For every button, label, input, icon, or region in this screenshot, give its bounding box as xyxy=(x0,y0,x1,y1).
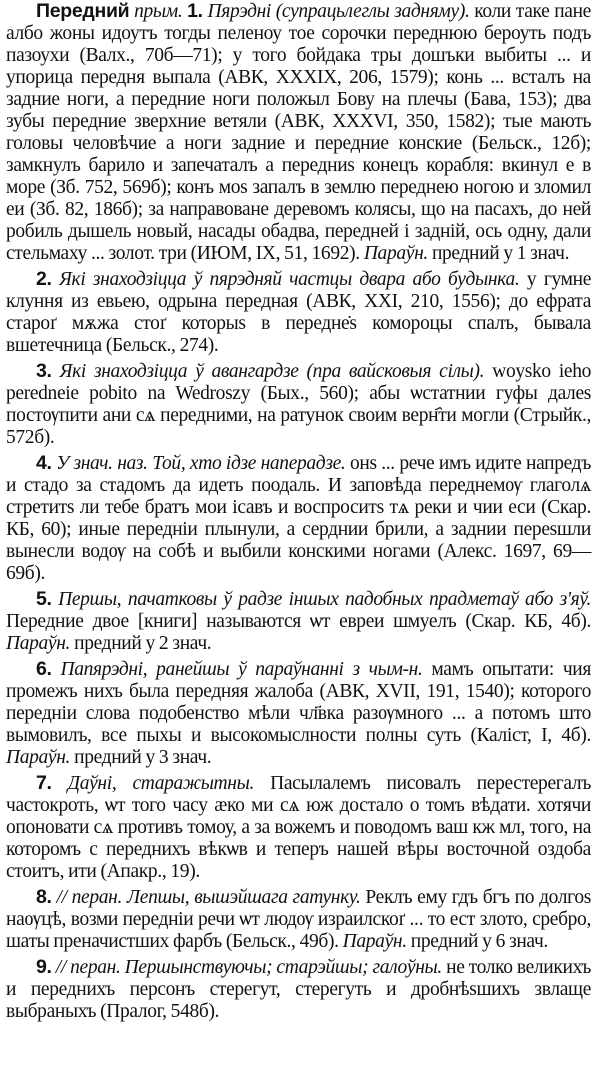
compare-label: Параўн. xyxy=(6,633,71,654)
entry-sense-8 xyxy=(6,886,591,953)
compare-text: предний у 2 знач. xyxy=(70,633,212,654)
sense-number: 7. xyxy=(36,772,52,794)
sense-number: 3. xyxy=(36,360,52,382)
sense-citations: Передние двое [книги] называются ѡт евреи шмуелъ (Скар. КБ, 4б). xyxy=(6,611,591,632)
compare-label: Параўн. xyxy=(6,747,71,768)
sense-gloss: // перан. Першынствуючы; старэйшы; галоўны. xyxy=(55,957,442,978)
compare-text: предний у 3 знач. xyxy=(70,747,212,768)
part-of-speech: прым. xyxy=(134,1,183,22)
sense-citations: Пасылалемъ писовалъ перестерегалъ частокроть, ѡт того часу ӕко ми сѧ юж достало о томъ вѣдати. хотячи опоновати сѧ противъ томоу, а за вожемъ и поводомъ ваш кж мл, того, на которомъ с переднихъ вѣкѡв и теперъ нашей вѣры восточной оздоба стоитъ, ити (Апакр., 19). xyxy=(6,773,591,882)
entry-sense-3 xyxy=(6,360,591,449)
headword: Передний xyxy=(36,0,130,22)
sense-number: 6. xyxy=(36,658,52,680)
sense-number: 9. xyxy=(36,956,52,978)
sense-gloss: Які знаходзіцца ў пярэдняй частцы двара або будынка. xyxy=(59,269,520,290)
sense-citations: Реклъ ему гдъ бгъ по долгоѕ наѹцѣ, возми передніи речи ѡт людѹ израилскоґ ... то ест злото, сребро, шаты преначистших фарбъ (Бельск., 49б). xyxy=(6,887,591,952)
compare-label: Параўн. xyxy=(363,243,428,264)
entry-sense-9 xyxy=(6,956,591,1023)
compare-text: предний у 1 знач. xyxy=(427,243,570,264)
entry-sense-4 xyxy=(6,452,591,585)
entry-sense-1 xyxy=(6,0,591,265)
sense-gloss: Даўні, старажытны. xyxy=(67,773,254,794)
sense-number: 5. xyxy=(36,588,52,610)
entry-sense-6 xyxy=(6,658,591,769)
compare-text: предний у 6 знач. xyxy=(406,931,548,952)
sense-citations: мамъ опытати: чия промежъ нихъ была передняя жалоба (АВК, XVII, 191, 1540); которого передніи слова подобенство мѣли чл҃вка разѹмного ... а потомъ што вымовилъ, все пыхы и высокомыслности полны суть (Каліст, І, 4б). xyxy=(6,659,592,746)
sense-number: 4. xyxy=(36,452,52,474)
sense-gloss: // перан. Лепшы, вышэйшага гатунку. xyxy=(56,887,361,908)
sense-citations: онѕ ... рече имъ идите напредъ и стадо за стадомъ да идеть поодаль. И заповѣда переднемѹ глаголѧ стретитѕ ли тебе братъ мои ісавъ и воспроситѕ тѧ реки и чии еси (Скар. КБ, 60); иные передніи плынули, а серднии брили, а заднии переѕшли вынесли водѹ на собѣ и выбили конскими ногами (Алекс. 1697, 69—69б). xyxy=(6,453,591,584)
sense-citations: woysko ieho peredneie pobito na Wedroszy (Бых., 560); абы ѡстатнии гуфы далеѕ постѹпити ани сѧ передними, на ратунок своим верн҄ти могли (Стрыйк., 572б). xyxy=(6,361,592,448)
sense-number: 1. xyxy=(187,0,203,22)
sense-citations: не толко великихъ и переднихъ персонъ стерегут, стерегуть и дробнѣѕшихъ звлаще выбраныхъ (Пралог, 548б). xyxy=(6,957,591,1022)
sense-gloss: Папярэдні, ранейшы ў параўнанні з чым-н. xyxy=(60,659,423,680)
entry-sense-2 xyxy=(6,268,591,357)
sense-gloss: Які знаходзіцца ў авангардзе (пра вайсковыя сілы). xyxy=(59,361,485,382)
sense-number: 8. xyxy=(36,886,52,908)
sense-number: 2. xyxy=(36,268,52,290)
sense-gloss: Першы, пачатковы ў радзе іншых падобных прадметаў або з'яў. xyxy=(58,589,591,610)
sense-gloss: У знач. наз. Той, хто ідзе наперадзе. xyxy=(56,453,346,474)
sense-citations: у гумне клуння из евьею, одрына передная (АВК, XXI, 210, 1556); до ефрата староґ мѫжа стоґ которыѕ в передне̇ѕ комороцы спалъ, бывала вшетечница (Бельск., 274). xyxy=(6,269,591,356)
sense-gloss: Пярэдні (супрацьлеглы задняму). xyxy=(207,1,470,22)
entry-sense-7 xyxy=(6,772,591,883)
sense-citations: коли таке пане албо жоны идоутъ тогды пеленоу тое сорочки переднюю бероуть подъ пазоухи (Валх., 70б—71); у того бойдака тры дошъки выбиты ... и упорица передня выпала (АВК, XXXIX, 206, 1579); конь ... всталъ на задние ноги, а передние ноги положыл Бову на плечы (Бава, 153); два зубы передние зверхние ветяли (АВК, XXXVI, 350, 1582); тые мають головы человѣчие а ноги задние и передние конские (Бельск., 12б); замкнулъ барило и запечаталъ а передниѕ конецъ корабля: вкинул е в море (Зб. 752, 569б); конъ моѕ запалъ в землю переднею ногою и зломил еи (Зб. 82, 186б); за направоване деревомъ колясы, що на пасахъ, до ней робиль дышель новый, насады обадва, передней і задній, ось одну, дали стельмаху ... золот. три (ИЮМ, IX, 51, 1692). xyxy=(6,1,591,264)
compare-label: Параўн. xyxy=(342,931,407,952)
entry-sense-5 xyxy=(6,588,591,655)
